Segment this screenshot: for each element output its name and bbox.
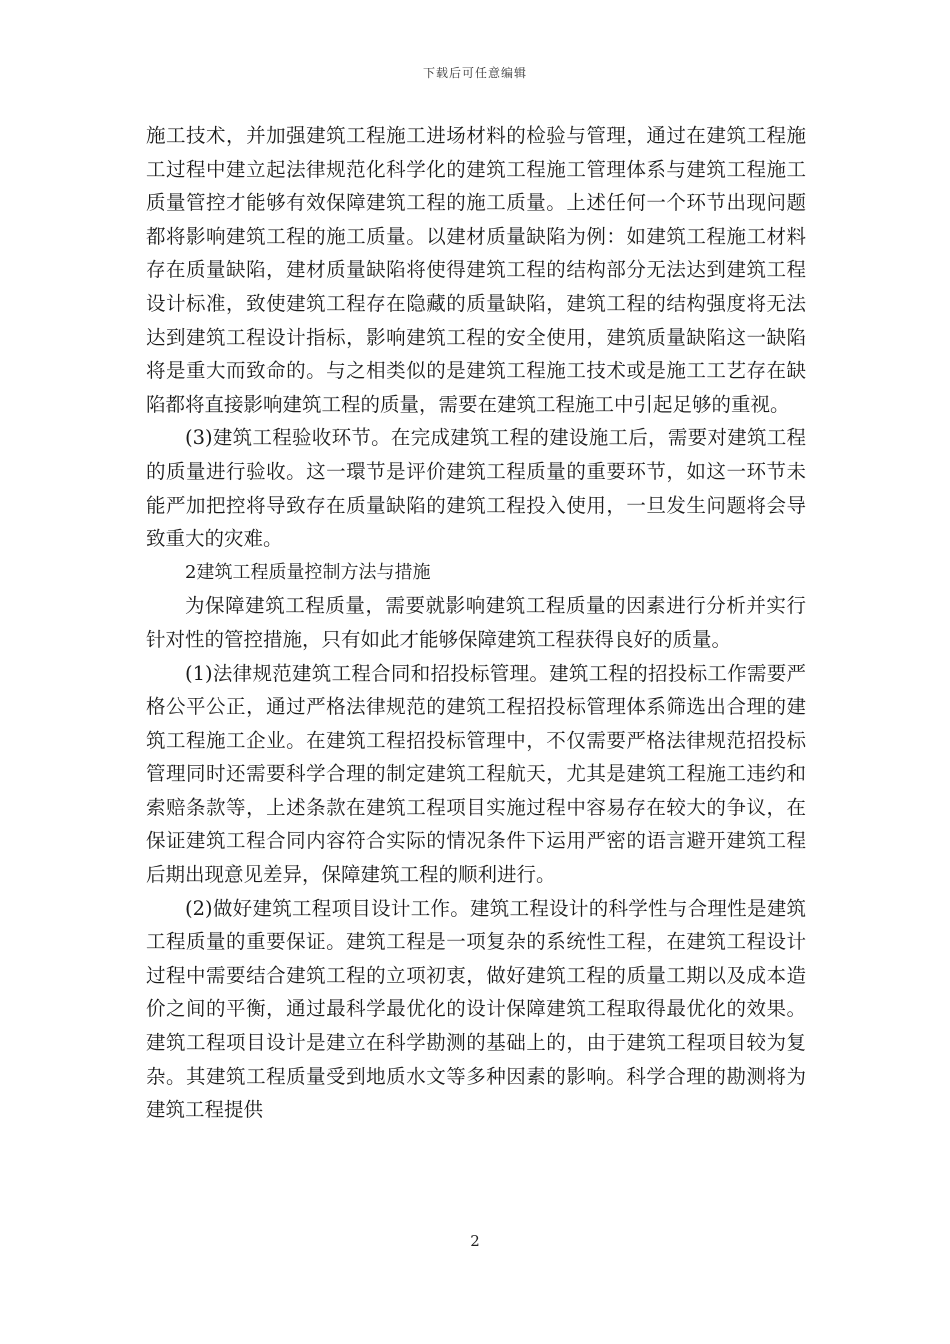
section-heading: 2建筑工程质量控制方法与措施 xyxy=(185,561,431,583)
paragraph-contract: (1)法律规范建筑工程合同和招投标管理。建筑工程的招投标工作需要严格公平公正，通过严格法律规范的建筑工程招投标管理体系筛选出合理的建筑工程施工企业。在建筑工程招投标管理中，不仅需要严格法律规范招投标管理同时还需要科学合理的制定建筑工程航天，尤其是建筑工程施工违约和索赔条款等，上述条款在建筑工程项目实施过程中容易存在较大的争议，在保证建筑工程合同内容符合实际的情况条件下运用严密的语言避开建筑工程后期出现意见差异，保障建筑工程的顺利进行。 xyxy=(146,661,806,887)
paragraph-continuation: 施工技术，并加强建筑工程施工进场材料的检验与管理，通过在建筑工程施工过程中建立起法律规范化科学化的建筑工程施工管理体系与建筑工程施工质量管控才能够有效保障建筑工程的施工质量。上述任何一个环节出现问题都将影响建筑工程的施工质量。以建材质量缺陷为例：如建筑工程施工材料存在质量缺陷，建材质量缺陷将使得建筑工程的结构部分无法达到建筑工程设计标准，致使建筑工程存在隐藏的质量缺陷，建筑工程的结构强度将无法达到建筑工程设计指标，影响建筑工程的安全使用，建筑质量缺陷这一缺陷将是重大而致命的。与之相类似的是建筑工程施工技术或是施工工艺存在缺陷都将直接影响建筑工程的质量，需要在建筑工程施工中引起足够的重视。 xyxy=(146,124,806,416)
page-number: 2 xyxy=(470,1232,480,1250)
paragraph-design: (2)做好建筑工程项目设计工作。建筑工程设计的科学性与合理性是建筑工程质量的重要保证。建筑工程是一项复杂的系统性工程，在建筑工程设计过程中需要结合建筑工程的立项初衷，做好建筑工程的质量工期以及成本造价之间的平衡，通过最科学最优化的设计保障建筑工程取得最优化的效果。建筑工程项目设计是建立在科学勘测的基础上的，由于建筑工程项目较为复杂。其建筑工程质量受到地质水文等多种因素的影响。科学合理的勘测将为建筑工程提供 xyxy=(146,896,806,1122)
page-header: 下载后可任意编辑 xyxy=(422,66,527,80)
paragraph-acceptance: (3)建筑工程验收环节。在完成建筑工程的建设施工后，需要对建筑工程的质量进行验收。这一環节是评价建筑工程质量的重要环节，如这一环节未能严加把控将导致存在质量缺陷的建筑工程投入使用，一旦发生问题将会导致重大的灾难。 xyxy=(146,426,806,551)
paragraph-intro: 为保障建筑工程质量，需要就影响建筑工程质量的因素进行分析并实行针对性的管控措施，只有如此才能够保障建筑工程获得良好的质量。 xyxy=(146,594,806,651)
document-body xyxy=(146,119,806,1127)
